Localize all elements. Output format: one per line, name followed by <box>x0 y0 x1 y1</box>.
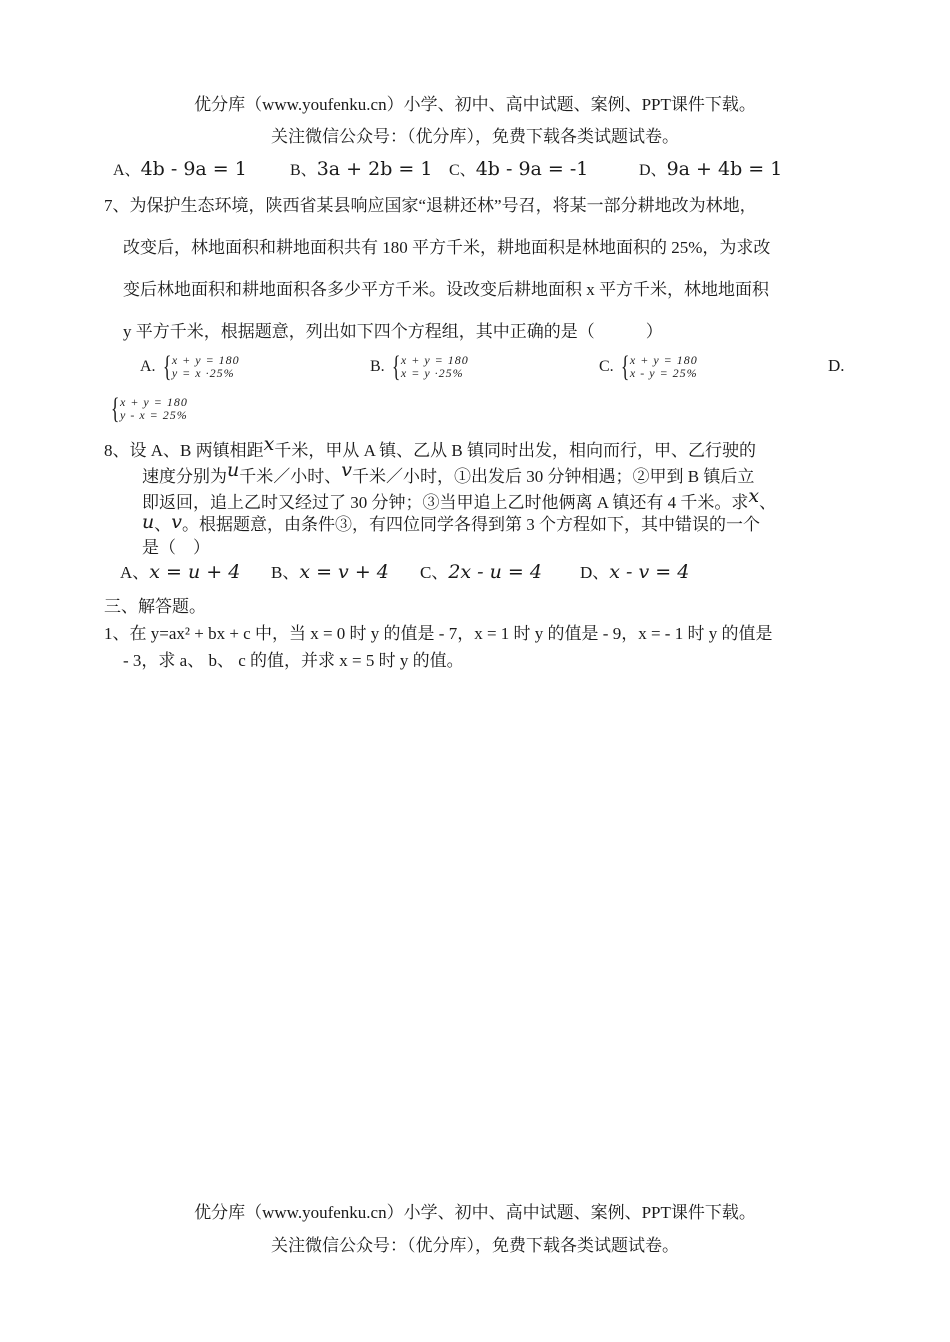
q7-line-4: y 平方千米，根据题意，列出如下四个方程组，其中正确的是（ ） <box>123 322 663 341</box>
footer-line-2: 关注微信公众号：（优分库），免费下载各类试题试卷。 <box>271 1236 679 1255</box>
footer-line-1: 优分库（www.youfenku.cn）小学、初中、高中试题、案例、PPT课件下载。 <box>194 1203 756 1222</box>
q8-option-c <box>420 558 542 583</box>
q8-line-3-text: 即返回，追上乙时又经过了 30 分钟；③当甲追上乙时他俩离 A 镇还有 4 千米。求 <box>142 493 749 512</box>
q7-option-a-eq2: y = x ·25% <box>171 366 235 380</box>
section-3-problem-1-line-2: - 3，求 a、 b、 c 的值，并求 x = 5 时 y 的值。 <box>123 651 464 670</box>
q8-option-b-expr: x = v + 4 <box>299 561 389 583</box>
q7-option-a-label: A. <box>140 357 156 375</box>
q7-option-a-system <box>160 350 240 383</box>
section-3-problem-1-line-1: 1、在 y=ax² + bx + c 中，当 x = 0 时 y 的值是 - 7，x = 1 时 y 的值是 - 9，x = - 1 时 y 的值是 <box>104 624 773 643</box>
q8-option-d-label: D、 <box>580 563 610 582</box>
q7-option-c <box>599 350 698 383</box>
brace-icon: { <box>620 350 630 383</box>
q6-option-c <box>449 157 588 180</box>
q8-option-a <box>120 558 240 583</box>
q8-line-2-c: 千米／小时，①出发后 30 分钟相遇；②甲到 B 镇后立 <box>351 467 755 486</box>
q7-option-a <box>140 350 240 383</box>
brace-icon: { <box>110 392 120 425</box>
q7-option-b <box>370 350 469 383</box>
q6-option-d-expr: 9a + 4b = 1 <box>666 158 783 180</box>
q6-option-c-expr: 4b - 9a = -1 <box>475 158 589 180</box>
q8-line-2 <box>142 459 755 487</box>
q8-line-1-a: 8、设 A、B 两镇相距 <box>104 441 264 460</box>
q8-option-a-label: A、 <box>120 563 150 582</box>
q6-option-c-label: C、 <box>449 162 476 179</box>
q8-option-c-expr: 2x - u = 4 <box>448 561 542 583</box>
q8-var-v-2: v <box>171 511 182 533</box>
header-line-2: 关注微信公众号：（优分库），免费下载各类试题试卷。 <box>271 127 679 146</box>
q6-option-d-label: D、 <box>639 162 667 179</box>
q7-option-d-label: D. <box>828 356 845 375</box>
q7-line-3: 变后林地面积和耕地面积各多少平方千米。设改变后耕地面积 x 平方千米，林地地面积 <box>123 280 769 299</box>
q7-option-d <box>108 392 188 425</box>
q8-option-d <box>580 558 689 583</box>
q7-option-c-label: C. <box>599 357 614 375</box>
q8-var-v: v <box>341 459 352 481</box>
q7-line-2: 改变后，林地面积和耕地面积共有 180 平方千米，耕地面积是林地面积的 25%，为求改 <box>123 238 771 257</box>
q8-line-2-b: 千米／小时、 <box>239 467 342 486</box>
q6-option-a-expr: 4b - 9a = 1 <box>140 158 247 180</box>
header-line-1: 优分库（www.youfenku.cn）小学、初中、高中试题、案例、PPT课件下载。 <box>194 95 756 114</box>
q8-line-1 <box>104 433 757 461</box>
q8-var-x-2: x <box>748 485 760 507</box>
q6-option-b-expr: 3a + 2b = 1 <box>316 158 433 180</box>
q6-option-a <box>113 157 247 180</box>
q6-option-d <box>639 157 782 180</box>
q8-var-u: u <box>227 459 240 481</box>
q8-line-4-text: 。根据题意，由条件③，有四位同学各得到第 3 个方程如下，其中错误的一个 <box>181 515 760 534</box>
brace-icon: { <box>162 350 172 383</box>
q8-option-c-label: C、 <box>420 563 449 582</box>
q8-line-1-b: 千米，甲从 A 镇、乙从 B 镇同时出发，相向而行，甲、乙行驶的 <box>274 441 757 460</box>
q7-option-b-eq2: x = y ·25% <box>400 366 464 380</box>
q8-option-b <box>271 558 389 583</box>
q8-line-2-a: 速度分别为 <box>142 467 227 486</box>
q7-option-d-eq2: y - x = 25% <box>120 408 188 422</box>
q7-option-c-eq1: x + y = 180 <box>629 353 698 367</box>
q7-option-a-eq1: x + y = 180 <box>171 353 240 367</box>
q7-option-c-eq2: x - y = 25% <box>629 366 698 380</box>
q8-var-x: x <box>263 433 275 455</box>
q8-option-a-expr: x = u + 4 <box>149 561 241 583</box>
q7-option-d-system <box>108 392 188 425</box>
brace-icon: { <box>391 350 401 383</box>
q8-option-b-label: B、 <box>271 563 300 582</box>
q8-line-4 <box>142 510 760 535</box>
q8-line-3-sep: 、 <box>759 493 777 512</box>
q7-option-b-label: B. <box>370 357 385 375</box>
q8-line-4-sep: 、 <box>154 515 172 534</box>
q7-option-b-eq1: x + y = 180 <box>400 353 469 367</box>
q8-option-d-expr: x - v = 4 <box>609 561 690 583</box>
q8-var-u-2: u <box>142 511 155 533</box>
q7-option-b-system <box>389 350 469 383</box>
q7-option-c-system <box>618 350 698 383</box>
q6-option-a-label: A、 <box>113 162 141 179</box>
section-3-title: 三、解答题。 <box>104 597 206 616</box>
q6-option-b-label: B、 <box>290 162 317 179</box>
q7-line-1: 7、为保护生态环境，陕西省某县响应国家“退耕还林”号召，将某一部分耕地改为林地， <box>104 196 757 215</box>
q6-option-b <box>290 157 432 180</box>
q7-option-d-eq1: x + y = 180 <box>120 395 188 409</box>
q8-line-5: 是（ ） <box>142 538 210 557</box>
